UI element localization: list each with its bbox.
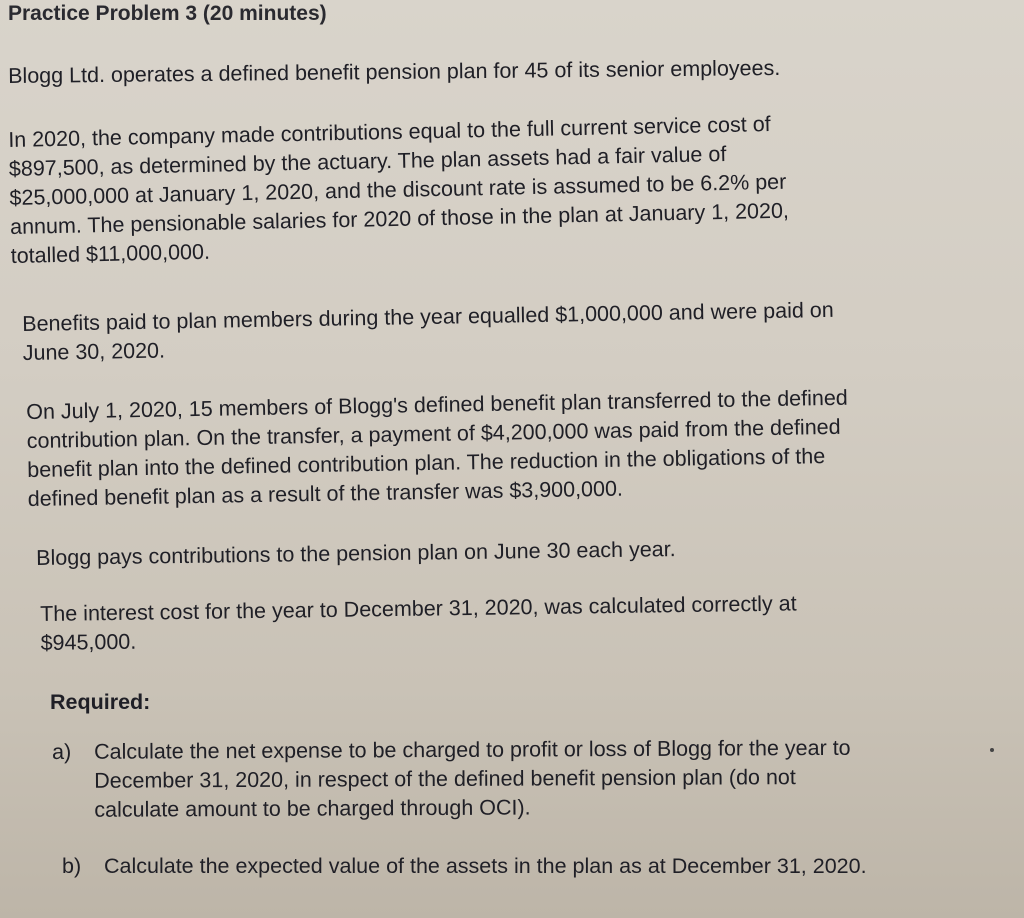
paragraph-3-line: June 30, 2020. bbox=[22, 338, 166, 365]
paragraph-4-line: benefit plan into the defined contribution plan. The reduction in the obligations of the bbox=[27, 444, 826, 482]
question-letter: b) bbox=[62, 854, 82, 878]
stray-dot bbox=[990, 748, 994, 752]
paragraph-5: Blogg pays contributions to the pension plan on June 30 each year. bbox=[36, 537, 676, 570]
question-a-line: December 31, 2020, in respect of the defined benefit pension plan (do not bbox=[94, 765, 796, 793]
paragraph-3 bbox=[22, 296, 834, 368]
required-heading: Required: bbox=[50, 690, 151, 714]
question-a-line: Calculate the net expense to be charged to profit or loss of Blogg for the year to bbox=[94, 735, 851, 764]
question-b bbox=[62, 852, 867, 881]
paragraph-2-line: $25,000,000 at January 1, 2020, and the discount rate is assumed to be 6.2% per bbox=[9, 169, 787, 210]
question-a bbox=[52, 734, 851, 825]
question-letter: a) bbox=[52, 739, 72, 764]
paragraph-4-line: contribution plan. On the transfer, a payment of $4,200,000 was paid from the defined bbox=[26, 414, 841, 453]
paragraph-6-line: The interest cost for the year to December 31, 2020, was calculated correctly at bbox=[40, 591, 797, 626]
paragraph-1: Blogg Ltd. operates a defined benefit pension plan for 45 of its senior employees. bbox=[8, 55, 781, 88]
paragraph-2-line: annum. The pensionable salaries for 2020 of those in the plan at January 1, 2020, bbox=[9, 198, 790, 239]
paragraph-6-line: $945,000. bbox=[40, 629, 137, 655]
question-b-line: Calculate the expected value of the assets in the plan as at December 31, 2020. bbox=[104, 854, 867, 878]
paragraph-2-line: totalled $11,000,000. bbox=[10, 239, 211, 268]
page-title: Practice Problem 3 (20 minutes) bbox=[8, 2, 327, 25]
paragraph-3-line: Benefits paid to plan members during the year equalled $1,000,000 and were paid on bbox=[22, 297, 834, 336]
paragraph-4 bbox=[26, 384, 850, 514]
paragraph-2 bbox=[8, 110, 790, 271]
paragraph-6 bbox=[40, 589, 797, 658]
paragraph-4-line: On July 1, 2020, 15 members of Blogg's defined benefit plan transferred to the defined bbox=[26, 385, 848, 424]
paragraph-2-line: $897,500, as determined by the actuary. The plan assets had a fair value of bbox=[8, 141, 727, 181]
paragraph-4-line: defined benefit plan as a result of the transfer was $3,900,000. bbox=[27, 476, 624, 511]
question-a-line: calculate amount to be charged through OCI). bbox=[94, 795, 531, 822]
paragraph-2-line: In 2020, the company made contributions equal to the full current service cost of bbox=[8, 112, 771, 152]
